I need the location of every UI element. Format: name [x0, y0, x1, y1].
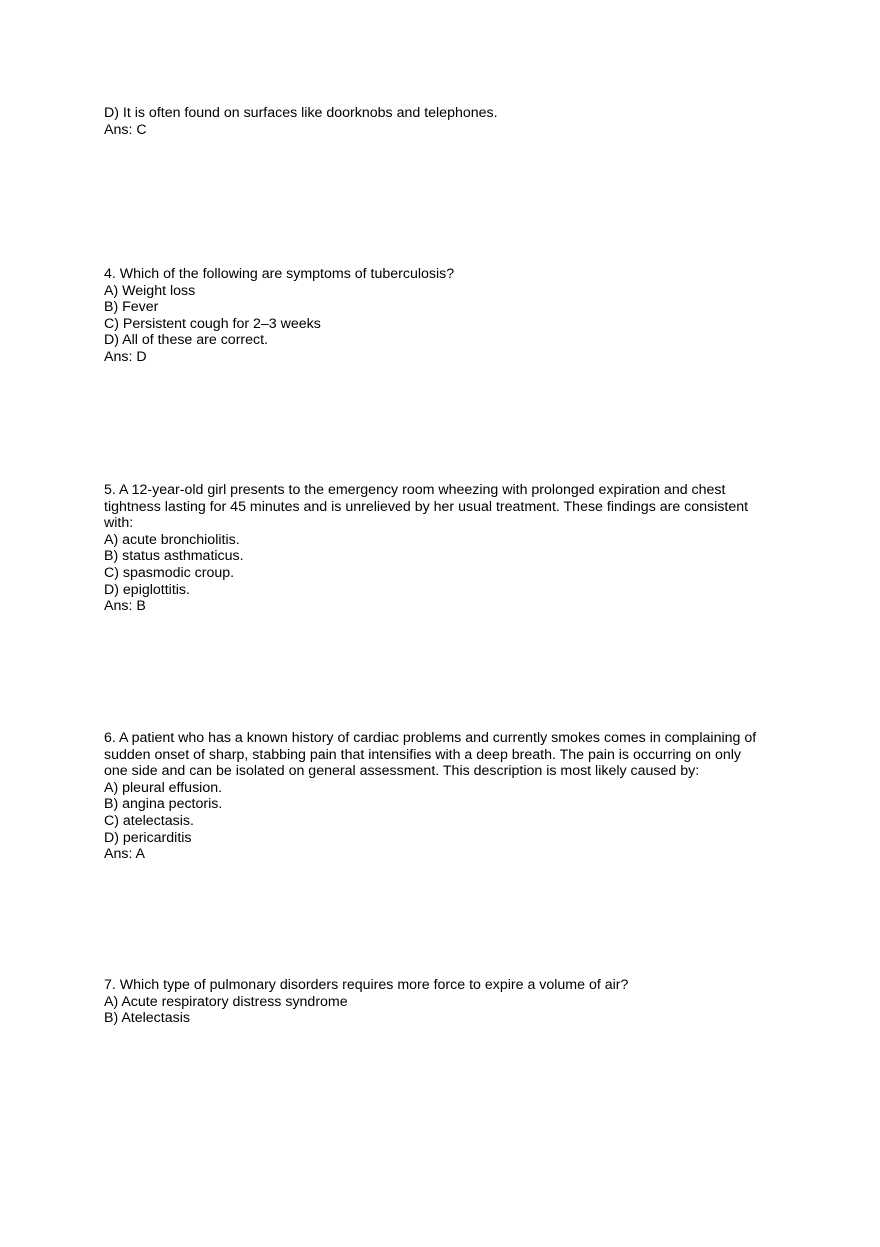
question-text-line-1: 6. A patient who has a known history of cardiac problems and currently smokes comes in complaining of — [104, 730, 757, 746]
option-a: A) Acute respiratory distress syndrome — [104, 993, 348, 1010]
question-text: 4. Which of the following are symptoms of tuberculosis? — [104, 266, 455, 282]
option-d: D) pericarditis — [104, 829, 192, 846]
question-text: 7. Which type of pulmonary disorders requires more force to expire a volume of air? — [104, 977, 629, 993]
question-4 — [104, 266, 776, 366]
question-7 — [104, 977, 776, 1027]
question-5 — [104, 482, 776, 615]
answer-key: Ans: D — [104, 348, 147, 365]
option-b: B) Atelectasis — [104, 1010, 190, 1027]
question-text-line-1: 5. A 12-year-old girl presents to the emergency room wheezing with prolonged expiration and chest — [104, 482, 726, 498]
option-b: B) Fever — [104, 299, 159, 316]
option-d: D) It is often found on surfaces like doorknobs and telephones. — [104, 105, 498, 121]
option-b: B) status asthmaticus. — [104, 548, 244, 565]
option-b: B) angina pectoris. — [104, 796, 223, 813]
answer-key: Ans: A — [104, 846, 146, 863]
option-c: C) spasmodic croup. — [104, 564, 235, 581]
option-a: A) pleural effusion. — [104, 779, 223, 796]
option-a: A) acute bronchiolitis. — [104, 531, 240, 548]
question-text-line-3: with: — [104, 515, 134, 532]
question-text-line-3: one side and can be isolated on general assessment. This description is most likely caused by: — [104, 763, 700, 780]
option-d: D) epiglottitis. — [104, 581, 190, 598]
answer-key: Ans: B — [104, 598, 146, 615]
question-text-line-2: sudden onset of sharp, stabbing pain that intensifies with a deep breath. The pain is occurring on only — [104, 746, 742, 763]
option-c: C) atelectasis. — [104, 812, 194, 829]
question-6 — [104, 730, 776, 863]
option-d: D) All of these are correct. — [104, 332, 269, 349]
option-a: A) Weight loss — [104, 282, 196, 299]
option-c: C) Persistent cough for 2–3 weeks — [104, 315, 321, 332]
question-3-continuation — [104, 105, 776, 138]
answer-key: Ans: C — [104, 121, 147, 138]
question-text-line-2: tightness lasting for 45 minutes and is unrelieved by her usual treatment. These findings are consistent — [104, 498, 749, 515]
